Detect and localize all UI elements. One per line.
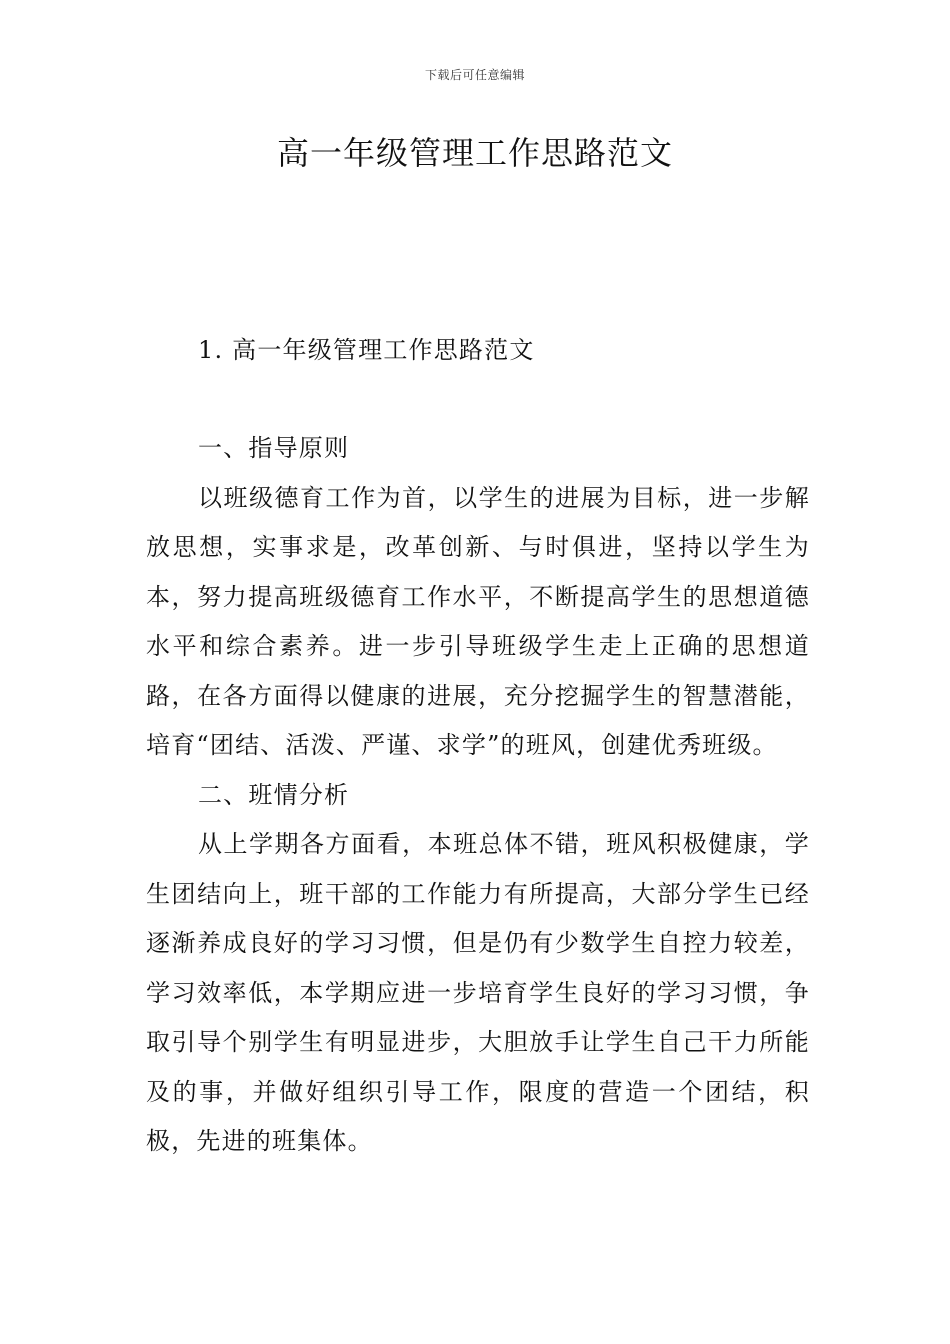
item-heading [146, 326, 810, 376]
section-paragraph-class-analysis: 从上学期各方面看，本班总体不错，班风积极健康，学生团结向上，班干部的工作能力有所提高，大部分学生已经逐渐养成良好的学习习惯，但是仍有少数学生自控力较差，学习效率低，本学期应进一步培育学生良好的学习习惯，争取引导个别学生有明显进步，大胆放手让学生自己干力所能及的事，并做好组织引导工作，限度的营造一个团结，积极，先进的班集体。 [146, 830, 810, 1155]
header-note: 下载后可任意编辑 [424, 68, 525, 82]
document-title: 高一年级管理工作思路范文 [276, 134, 673, 172]
item-heading-text: 1. 高一年级管理工作思路范文 [198, 336, 535, 364]
section-paragraph-guiding-principles: 以班级德育工作为首，以学生的进展为目标，进一步解放思想，实事求是，改革创新、与时俱进，坚持以学生为本，努力提高班级德育工作水平，不断提高学生的思想道德水平和综合素养。进一步引导班级学生走上正确的思想道路，在各方面得以健康的进展，充分挖掘学生的智慧潜能，培育“团结、活泼、严谨、求学”的班风，创建优秀班级。 [146, 483, 810, 759]
section-heading-class-analysis: 二、班情分析 [198, 780, 350, 809]
section-heading-guiding-principles: 一、指导原则 [198, 434, 350, 462]
document-body [146, 424, 810, 1167]
